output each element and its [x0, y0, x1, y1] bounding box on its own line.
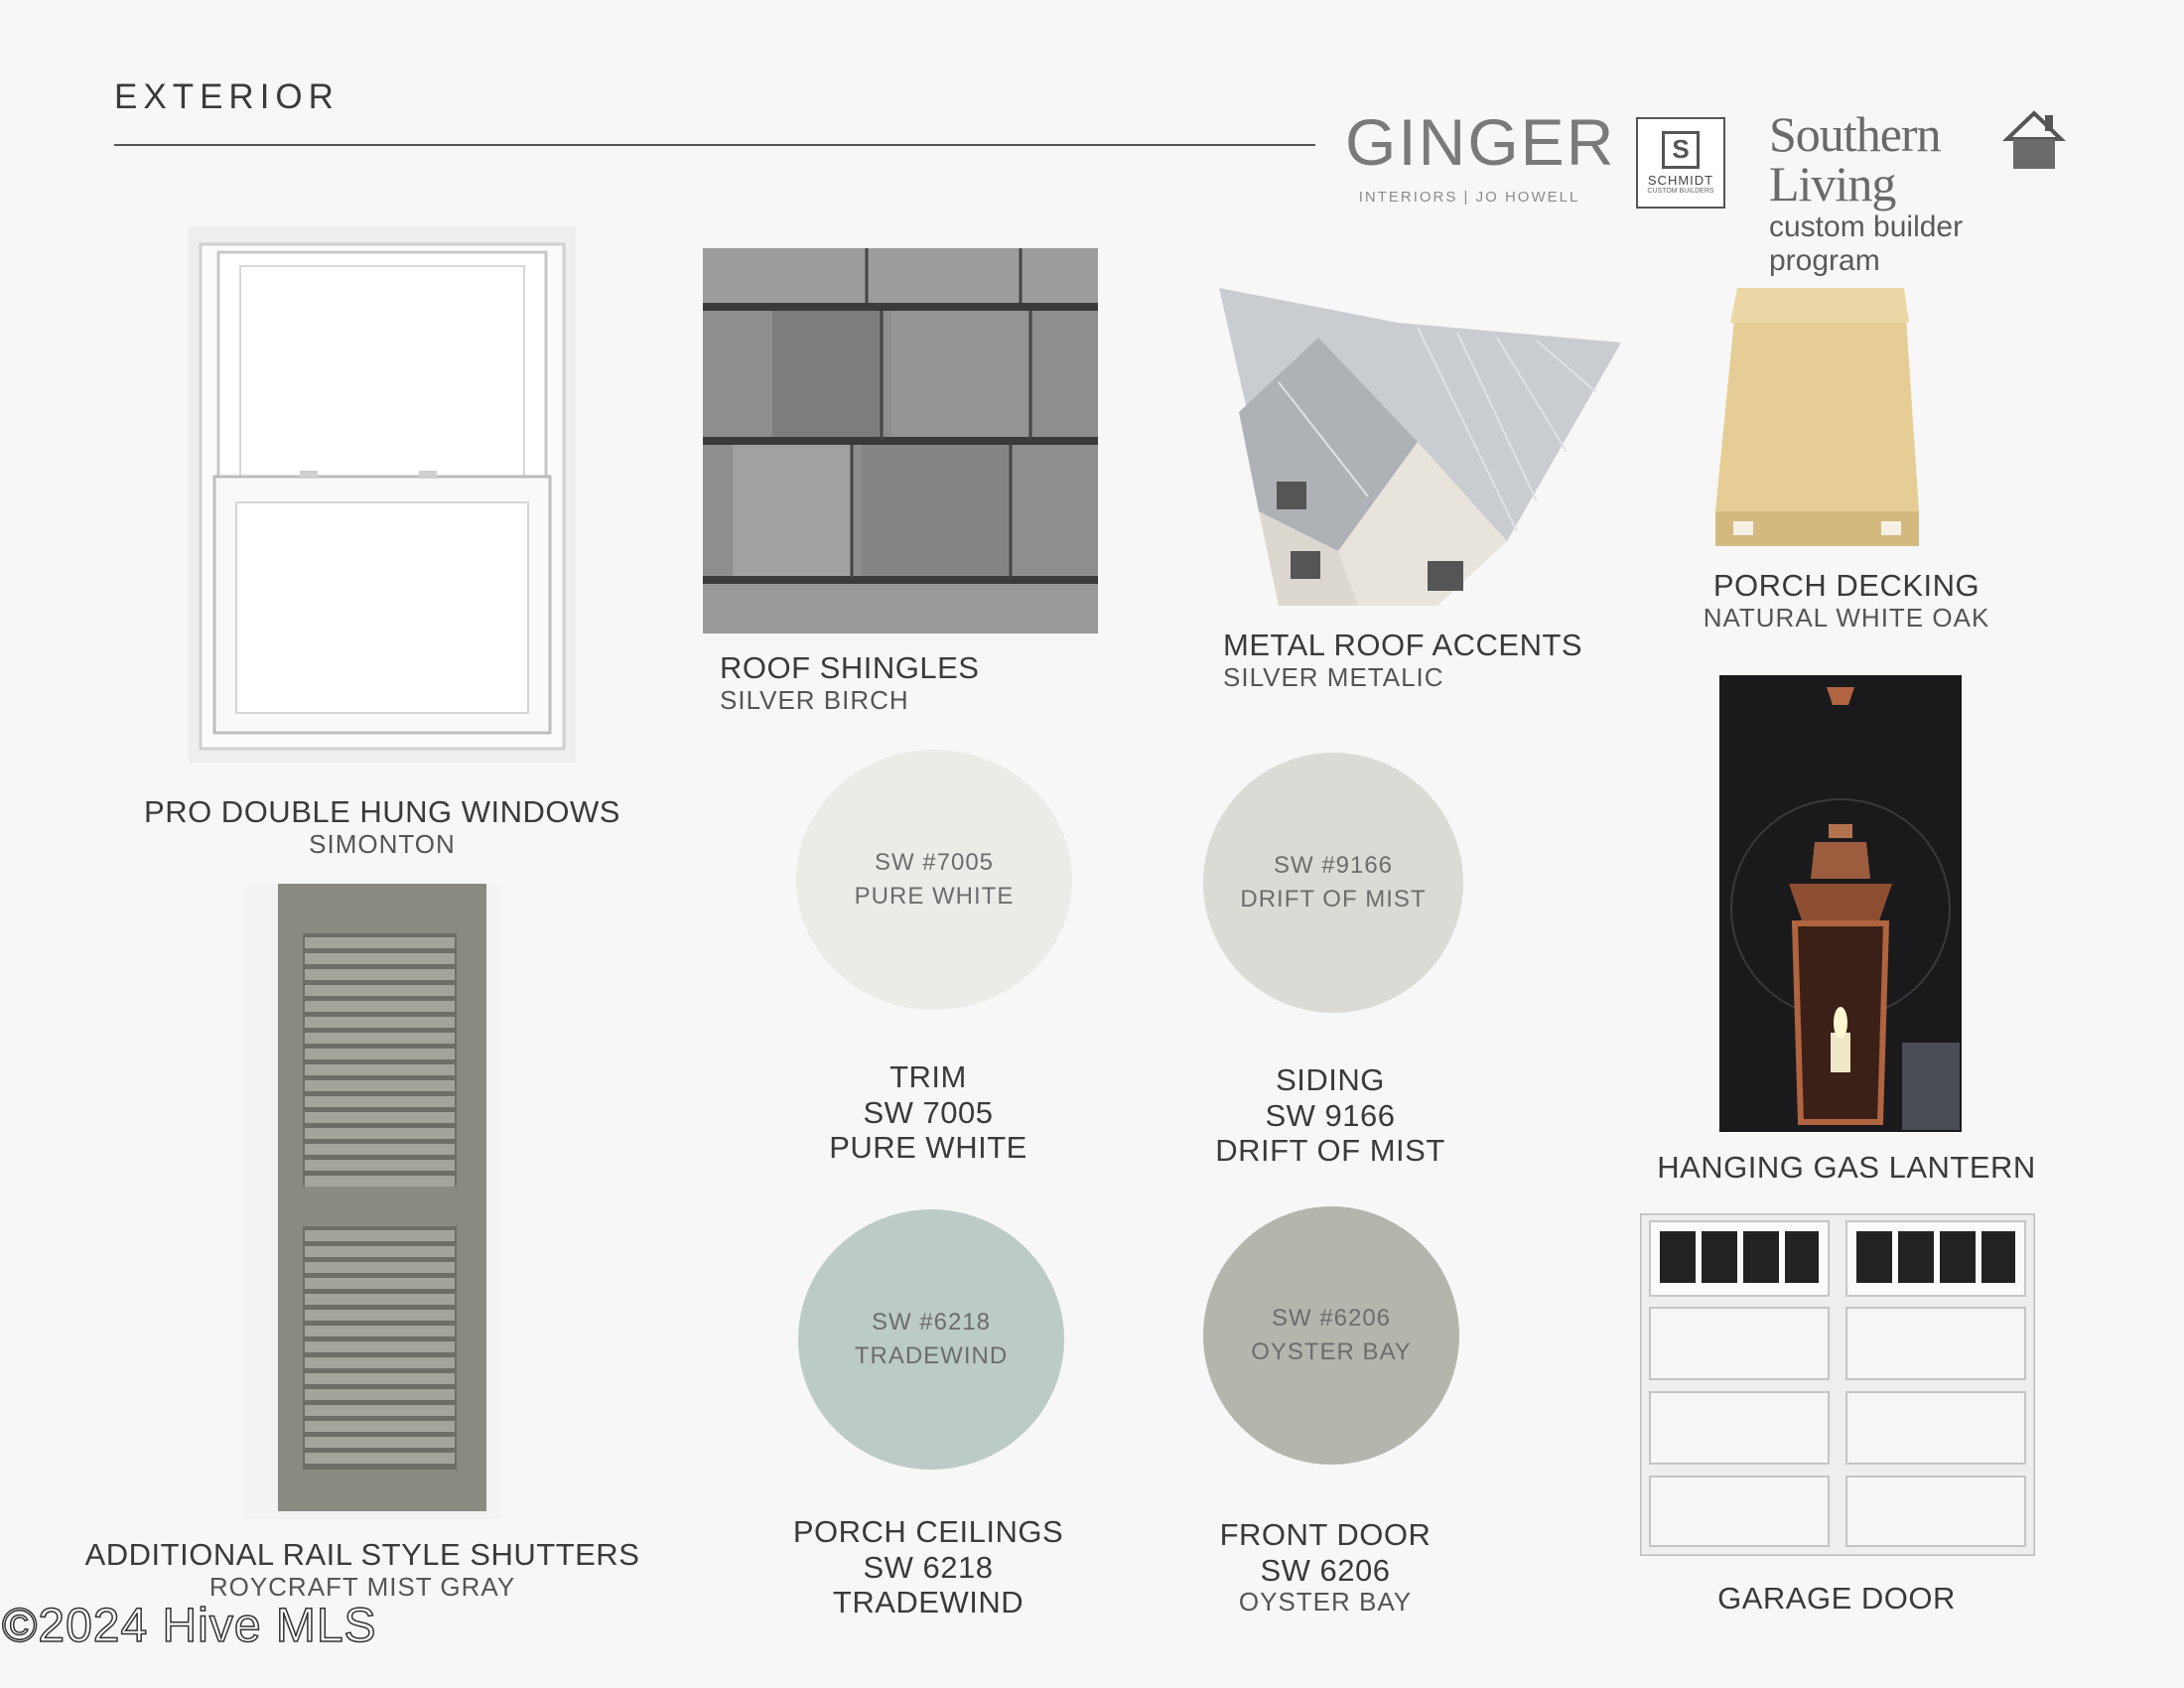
porch-decking-label: [1683, 568, 2010, 633]
shutter-louver: [305, 953, 455, 964]
drift-of-mist-swatch-code: SW #9166: [1273, 852, 1394, 879]
shutter-louver: [305, 1310, 455, 1321]
garage-door-image: [1640, 1213, 2035, 1556]
windows-title: PRO DOUBLE HUNG WINDOWS: [144, 794, 620, 829]
shutter-louver: [305, 969, 455, 980]
shutter-louver: [305, 1033, 455, 1044]
ginger-logo-subtitle: INTERIORS | JO HOWELL: [1358, 189, 1580, 206]
porch-ceilings-code: SW 6218: [863, 1549, 994, 1585]
garage-door-title: GARAGE DOOR: [1717, 1581, 1956, 1616]
schmidt-logo: [1636, 117, 1725, 209]
shutter-louver: [305, 1437, 455, 1448]
shutter-louver: [305, 1160, 455, 1171]
metal-roof-subtitle: SILVER METALIC: [1223, 661, 1444, 692]
roof-shingles-image: [703, 248, 1098, 633]
roof-shingles-label: [720, 650, 1117, 716]
metal-roof-title: METAL ROOF ACCENTS: [1223, 628, 1583, 662]
shutter-louver: [305, 1246, 455, 1257]
double-hung-window-image: [189, 226, 576, 763]
shutter-louver: [305, 1326, 455, 1336]
shutter-louver: [305, 1064, 455, 1075]
porch-decking-image: [1715, 283, 1919, 551]
oyster-bay-swatch-name: OYSTER BAY: [1251, 1338, 1412, 1365]
shutter-louver: [305, 1453, 455, 1464]
watermark: ©2024 Hive MLS: [2, 1600, 377, 1652]
shutter-louver: [305, 1017, 455, 1028]
shutter-louver: [305, 1112, 455, 1123]
tradewind-swatch: [798, 1209, 1064, 1470]
siding-color-name: DRIFT OF MIST: [1215, 1133, 1445, 1169]
shutter-louver: [305, 1144, 455, 1155]
southern-living-subtitle: custom builder program: [1769, 211, 1964, 277]
trim-title: TRIM: [889, 1059, 967, 1094]
shutter-louver: [305, 1096, 455, 1107]
shutter-louver: [305, 1230, 455, 1241]
shutter-louver: [305, 1373, 455, 1384]
shutter-louver: [305, 1128, 455, 1139]
shutter-louver: [305, 1341, 455, 1352]
shutter-louver: [305, 1080, 455, 1091]
shutter-louver: [305, 985, 455, 996]
shutters-subtitle: ROYCRAFT MIST GRAY: [208, 1571, 516, 1602]
windows-subtitle: SIMONTON: [309, 828, 456, 859]
shutter-louver: [305, 1278, 455, 1289]
roof-shingles-title: ROOF SHINGLES: [720, 650, 980, 685]
drift-of-mist-swatch: [1203, 753, 1463, 1013]
siding-title: SIDING: [1276, 1062, 1385, 1097]
schmidt-logo-name: SCHMIDT: [1647, 173, 1714, 188]
ginger-logo: [1345, 105, 1616, 206]
southern-living-wordmark: Southern Living: [1769, 106, 1941, 211]
siding-code: SW 9166: [1265, 1097, 1396, 1133]
porch-ceilings-color-name: TRADEWIND: [832, 1585, 1024, 1620]
front-door-code: SW 6206: [1260, 1552, 1391, 1588]
lantern-title: HANGING GAS LANTERN: [1657, 1150, 2036, 1185]
shutter-louver: [305, 1294, 455, 1305]
page-title: EXTERIOR: [114, 77, 340, 116]
shutter-image: [243, 884, 501, 1519]
oyster-bay-swatch: [1203, 1206, 1459, 1465]
shutter-louver: [305, 1389, 455, 1400]
tradewind-swatch-code: SW #6218: [871, 1309, 992, 1336]
shutter-louver: [305, 1357, 455, 1368]
shutter-louver: [305, 937, 455, 948]
pure-white-swatch-name: PURE WHITE: [854, 883, 1015, 910]
pure-white-swatch-code: SW #7005: [874, 849, 995, 876]
tradewind-swatch-name: TRADEWIND: [854, 1342, 1009, 1369]
metal-roof-image: [1219, 283, 1621, 606]
shutter-louver: [305, 1405, 455, 1416]
shutter-louver: [305, 1176, 455, 1187]
house-icon: [1999, 105, 2069, 175]
pure-white-swatch: [796, 750, 1072, 1010]
ginger-logo-wordmark: GINGER: [1345, 105, 1616, 179]
metal-roof-label: [1223, 628, 1640, 693]
shutter-louver: [305, 1049, 455, 1059]
porch-decking-subtitle: NATURAL WHITE OAK: [1703, 602, 1990, 633]
schmidt-logo-mark: S: [1662, 131, 1700, 169]
front-door-color-name: OYSTER BAY: [1238, 1587, 1413, 1618]
lantern-label: [1628, 1150, 2065, 1186]
garage-door-label: [1638, 1581, 2035, 1617]
trim-color-name: PURE WHITE: [829, 1130, 1027, 1166]
schmidt-logo-subtitle: CUSTOM BUILDERS: [1647, 188, 1714, 195]
header-divider: [114, 144, 1315, 146]
trim-code: SW 7005: [863, 1094, 994, 1130]
porch-decking-title: PORCH DECKING: [1712, 568, 1980, 603]
oyster-bay-swatch-code: SW #6206: [1271, 1305, 1392, 1332]
shutter-louver: [305, 1421, 455, 1432]
drift-of-mist-swatch-name: DRIFT OF MIST: [1240, 886, 1427, 913]
southern-living-logo: [1769, 106, 2067, 278]
roof-shingles-subtitle: SILVER BIRCH: [720, 684, 909, 715]
shutters-title: ADDITIONAL RAIL STYLE SHUTTERS: [84, 1537, 640, 1572]
porch-ceilings-title: PORCH CEILINGS: [792, 1514, 1064, 1549]
porch-ceilings-label: [764, 1514, 1092, 1620]
shutters-label: [69, 1537, 655, 1603]
front-door-title: FRONT DOOR: [1219, 1517, 1432, 1552]
siding-label: [1171, 1062, 1489, 1169]
gas-lantern-image: [1719, 675, 1962, 1132]
shutter-louver: [305, 1262, 455, 1273]
trim-label: [774, 1059, 1082, 1166]
windows-label: [129, 794, 635, 860]
front-door-label: [1171, 1517, 1479, 1618]
shutter-louver: [305, 1001, 455, 1012]
